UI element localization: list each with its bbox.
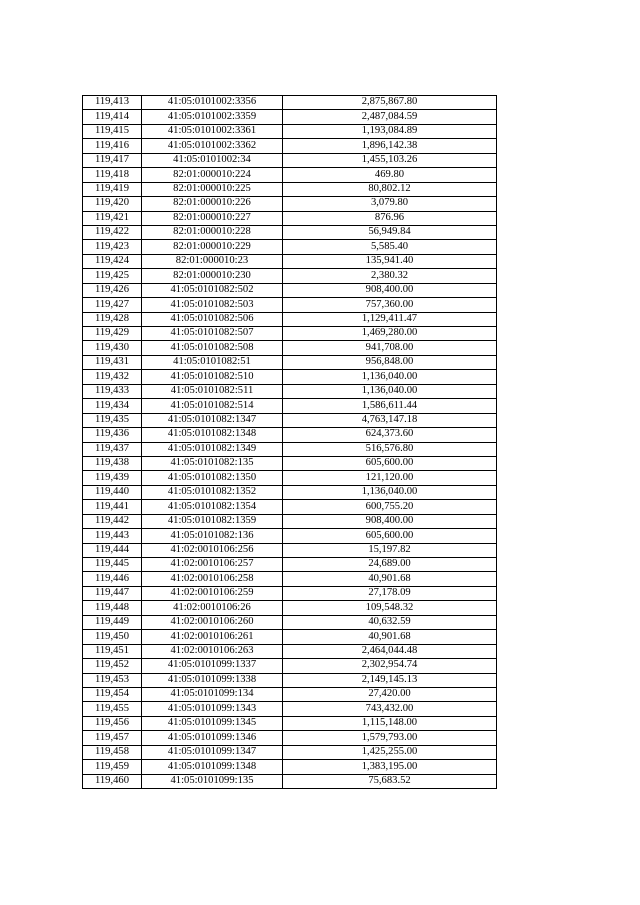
cadastral-number-cell: 82:01:000010:224 xyxy=(142,168,283,182)
row-number-cell: 119,442 xyxy=(83,514,142,528)
amount-cell: 941,708.00 xyxy=(283,341,497,355)
table-row xyxy=(83,774,497,788)
table-row xyxy=(83,500,497,514)
cadastral-number-cell: 82:01:000010:226 xyxy=(142,197,283,211)
amount-cell: 109,548.32 xyxy=(283,601,497,615)
amount-cell: 40,632.59 xyxy=(283,615,497,629)
row-number-cell: 119,456 xyxy=(83,716,142,730)
table-row xyxy=(83,529,497,543)
amount-cell: 1,896,142.38 xyxy=(283,139,497,153)
row-number-cell: 119,444 xyxy=(83,543,142,557)
cadastral-number-cell: 82:01:000010:23 xyxy=(142,254,283,268)
row-number-cell: 119,446 xyxy=(83,572,142,586)
amount-cell: 56,949.84 xyxy=(283,225,497,239)
cadastral-number-cell: 41:05:0101099:1337 xyxy=(142,659,283,673)
row-number-cell: 119,455 xyxy=(83,702,142,716)
amount-cell: 75,683.52 xyxy=(283,774,497,788)
cadastral-number-cell: 41:05:0101082:507 xyxy=(142,327,283,341)
cadastral-number-cell: 41:05:0101099:135 xyxy=(142,774,283,788)
row-number-cell: 119,430 xyxy=(83,341,142,355)
amount-cell: 624,373.60 xyxy=(283,428,497,442)
cadastral-number-cell: 41:05:0101082:1350 xyxy=(142,471,283,485)
row-number-cell: 119,432 xyxy=(83,370,142,384)
table-body xyxy=(83,96,497,789)
table-row xyxy=(83,572,497,586)
cadastral-number-cell: 41:02:0010106:256 xyxy=(142,543,283,557)
cadastral-number-cell: 41:05:0101099:134 xyxy=(142,687,283,701)
table-row xyxy=(83,760,497,774)
row-number-cell: 119,424 xyxy=(83,254,142,268)
row-number-cell: 119,448 xyxy=(83,601,142,615)
amount-cell: 1,469,280.00 xyxy=(283,327,497,341)
row-number-cell: 119,450 xyxy=(83,630,142,644)
row-number-cell: 119,425 xyxy=(83,269,142,283)
table-row xyxy=(83,370,497,384)
amount-cell: 1,455,103.26 xyxy=(283,153,497,167)
row-number-cell: 119,440 xyxy=(83,485,142,499)
amount-cell: 1,136,040.00 xyxy=(283,485,497,499)
amount-cell: 1,136,040.00 xyxy=(283,370,497,384)
row-number-cell: 119,429 xyxy=(83,327,142,341)
cadastral-number-cell: 41:05:0101082:136 xyxy=(142,529,283,543)
cadastral-number-cell: 41:05:0101099:1338 xyxy=(142,673,283,687)
row-number-cell: 119,434 xyxy=(83,399,142,413)
table-row xyxy=(83,197,497,211)
row-number-cell: 119,445 xyxy=(83,558,142,572)
amount-cell: 1,425,255.00 xyxy=(283,745,497,759)
data-table xyxy=(82,95,497,789)
table-row xyxy=(83,327,497,341)
cadastral-number-cell: 41:05:0101002:3356 xyxy=(142,96,283,110)
table-row xyxy=(83,702,497,716)
table-row xyxy=(83,687,497,701)
row-number-cell: 119,458 xyxy=(83,745,142,759)
cadastral-number-cell: 41:05:0101082:502 xyxy=(142,283,283,297)
amount-cell: 27,420.00 xyxy=(283,687,497,701)
row-number-cell: 119,433 xyxy=(83,384,142,398)
table-row xyxy=(83,558,497,572)
row-number-cell: 119,415 xyxy=(83,124,142,138)
table-row xyxy=(83,659,497,673)
row-number-cell: 119,427 xyxy=(83,298,142,312)
cadastral-number-cell: 41:05:0101002:34 xyxy=(142,153,283,167)
amount-cell: 1,129,411.47 xyxy=(283,312,497,326)
row-number-cell: 119,454 xyxy=(83,687,142,701)
row-number-cell: 119,418 xyxy=(83,168,142,182)
row-number-cell: 119,417 xyxy=(83,153,142,167)
table-row xyxy=(83,124,497,138)
cadastral-number-cell: 41:05:0101082:511 xyxy=(142,384,283,398)
cadastral-number-cell: 41:02:0010106:258 xyxy=(142,572,283,586)
row-number-cell: 119,439 xyxy=(83,471,142,485)
cadastral-number-cell: 41:02:0010106:263 xyxy=(142,644,283,658)
table-row xyxy=(83,471,497,485)
table-row xyxy=(83,110,497,124)
amount-cell: 956,848.00 xyxy=(283,355,497,369)
row-number-cell: 119,441 xyxy=(83,500,142,514)
amount-cell: 80,802.12 xyxy=(283,182,497,196)
table-row xyxy=(83,153,497,167)
amount-cell: 4,763,147.18 xyxy=(283,413,497,427)
cadastral-number-cell: 41:05:0101099:1345 xyxy=(142,716,283,730)
row-number-cell: 119,447 xyxy=(83,586,142,600)
table-row xyxy=(83,456,497,470)
cadastral-number-cell: 41:05:0101099:1348 xyxy=(142,760,283,774)
row-number-cell: 119,422 xyxy=(83,225,142,239)
row-number-cell: 119,457 xyxy=(83,731,142,745)
row-number-cell: 119,436 xyxy=(83,428,142,442)
table-row xyxy=(83,96,497,110)
amount-cell: 2,380.32 xyxy=(283,269,497,283)
cadastral-number-cell: 41:05:0101082:51 xyxy=(142,355,283,369)
amount-cell: 469.80 xyxy=(283,168,497,182)
table-row xyxy=(83,644,497,658)
row-number-cell: 119,428 xyxy=(83,312,142,326)
amount-cell: 3,079.80 xyxy=(283,197,497,211)
cadastral-number-cell: 41:05:0101082:135 xyxy=(142,456,283,470)
table-row xyxy=(83,586,497,600)
cadastral-number-cell: 41:05:0101082:1348 xyxy=(142,428,283,442)
cadastral-number-cell: 41:05:0101002:3359 xyxy=(142,110,283,124)
table-row xyxy=(83,355,497,369)
row-number-cell: 119,459 xyxy=(83,760,142,774)
row-number-cell: 119,443 xyxy=(83,529,142,543)
table-row xyxy=(83,399,497,413)
amount-cell: 908,400.00 xyxy=(283,283,497,297)
table-row xyxy=(83,731,497,745)
cadastral-number-cell: 82:01:000010:228 xyxy=(142,225,283,239)
cadastral-number-cell: 41:05:0101082:1349 xyxy=(142,442,283,456)
table-row xyxy=(83,240,497,254)
table-row xyxy=(83,225,497,239)
cadastral-number-cell: 41:05:0101099:1347 xyxy=(142,745,283,759)
cadastral-number-cell: 41:05:0101082:514 xyxy=(142,399,283,413)
amount-cell: 757,360.00 xyxy=(283,298,497,312)
amount-cell: 2,302,954.74 xyxy=(283,659,497,673)
cadastral-number-cell: 41:02:0010106:26 xyxy=(142,601,283,615)
row-number-cell: 119,452 xyxy=(83,659,142,673)
row-number-cell: 119,421 xyxy=(83,211,142,225)
table-row xyxy=(83,630,497,644)
row-number-cell: 119,423 xyxy=(83,240,142,254)
table-row xyxy=(83,283,497,297)
row-number-cell: 119,453 xyxy=(83,673,142,687)
amount-cell: 1,586,611.44 xyxy=(283,399,497,413)
table-row xyxy=(83,269,497,283)
amount-cell: 600,755.20 xyxy=(283,500,497,514)
cadastral-number-cell: 41:05:0101082:1347 xyxy=(142,413,283,427)
table-row xyxy=(83,514,497,528)
amount-cell: 2,487,084.59 xyxy=(283,110,497,124)
cadastral-number-cell: 41:05:0101082:508 xyxy=(142,341,283,355)
cadastral-number-cell: 41:02:0010106:260 xyxy=(142,615,283,629)
amount-cell: 2,464,044.48 xyxy=(283,644,497,658)
amount-cell: 743,432.00 xyxy=(283,702,497,716)
row-number-cell: 119,419 xyxy=(83,182,142,196)
amount-cell: 24,689.00 xyxy=(283,558,497,572)
cadastral-number-cell: 41:02:0010106:259 xyxy=(142,586,283,600)
table-row xyxy=(83,745,497,759)
amount-cell: 40,901.68 xyxy=(283,630,497,644)
cadastral-number-cell: 82:01:000010:225 xyxy=(142,182,283,196)
row-number-cell: 119,413 xyxy=(83,96,142,110)
row-number-cell: 119,451 xyxy=(83,644,142,658)
amount-cell: 1,383,195.00 xyxy=(283,760,497,774)
table-row xyxy=(83,428,497,442)
row-number-cell: 119,460 xyxy=(83,774,142,788)
amount-cell: 1,193,084.89 xyxy=(283,124,497,138)
amount-cell: 2,149,145.13 xyxy=(283,673,497,687)
table-row xyxy=(83,298,497,312)
cadastral-number-cell: 41:05:0101002:3362 xyxy=(142,139,283,153)
cadastral-number-cell: 41:05:0101082:1359 xyxy=(142,514,283,528)
cadastral-number-cell: 41:05:0101082:503 xyxy=(142,298,283,312)
table-row xyxy=(83,341,497,355)
row-number-cell: 119,426 xyxy=(83,283,142,297)
amount-cell: 2,875,867.80 xyxy=(283,96,497,110)
row-number-cell: 119,416 xyxy=(83,139,142,153)
cadastral-number-cell: 82:01:000010:230 xyxy=(142,269,283,283)
cadastral-number-cell: 82:01:000010:227 xyxy=(142,211,283,225)
amount-cell: 5,585.40 xyxy=(283,240,497,254)
table-row xyxy=(83,673,497,687)
amount-cell: 605,600.00 xyxy=(283,529,497,543)
cadastral-number-cell: 41:05:0101082:1354 xyxy=(142,500,283,514)
row-number-cell: 119,449 xyxy=(83,615,142,629)
table-row xyxy=(83,485,497,499)
row-number-cell: 119,414 xyxy=(83,110,142,124)
table-row xyxy=(83,182,497,196)
cadastral-number-cell: 41:05:0101002:3361 xyxy=(142,124,283,138)
cadastral-number-cell: 41:05:0101082:1352 xyxy=(142,485,283,499)
cadastral-number-cell: 41:05:0101082:510 xyxy=(142,370,283,384)
table-row xyxy=(83,543,497,557)
table-row xyxy=(83,254,497,268)
row-number-cell: 119,438 xyxy=(83,456,142,470)
table-row xyxy=(83,615,497,629)
amount-cell: 1,136,040.00 xyxy=(283,384,497,398)
table-row xyxy=(83,168,497,182)
table-row xyxy=(83,413,497,427)
amount-cell: 135,941.40 xyxy=(283,254,497,268)
amount-cell: 908,400.00 xyxy=(283,514,497,528)
cadastral-number-cell: 41:05:0101099:1346 xyxy=(142,731,283,745)
amount-cell: 876.96 xyxy=(283,211,497,225)
cadastral-number-cell: 41:02:0010106:261 xyxy=(142,630,283,644)
amount-cell: 1,115,148.00 xyxy=(283,716,497,730)
amount-cell: 1,579,793.00 xyxy=(283,731,497,745)
cadastral-number-cell: 41:02:0010106:257 xyxy=(142,558,283,572)
amount-cell: 40,901.68 xyxy=(283,572,497,586)
row-number-cell: 119,437 xyxy=(83,442,142,456)
table-row xyxy=(83,139,497,153)
amount-cell: 15,197.82 xyxy=(283,543,497,557)
table-row xyxy=(83,312,497,326)
table-row xyxy=(83,442,497,456)
cadastral-number-cell: 41:05:0101099:1343 xyxy=(142,702,283,716)
table-row xyxy=(83,384,497,398)
amount-cell: 27,178.09 xyxy=(283,586,497,600)
amount-cell: 605,600.00 xyxy=(283,456,497,470)
cadastral-number-cell: 82:01:000010:229 xyxy=(142,240,283,254)
table-row xyxy=(83,716,497,730)
table-row xyxy=(83,601,497,615)
amount-cell: 516,576.80 xyxy=(283,442,497,456)
row-number-cell: 119,431 xyxy=(83,355,142,369)
row-number-cell: 119,435 xyxy=(83,413,142,427)
cadastral-number-cell: 41:05:0101082:506 xyxy=(142,312,283,326)
row-number-cell: 119,420 xyxy=(83,197,142,211)
table-row xyxy=(83,211,497,225)
amount-cell: 121,120.00 xyxy=(283,471,497,485)
